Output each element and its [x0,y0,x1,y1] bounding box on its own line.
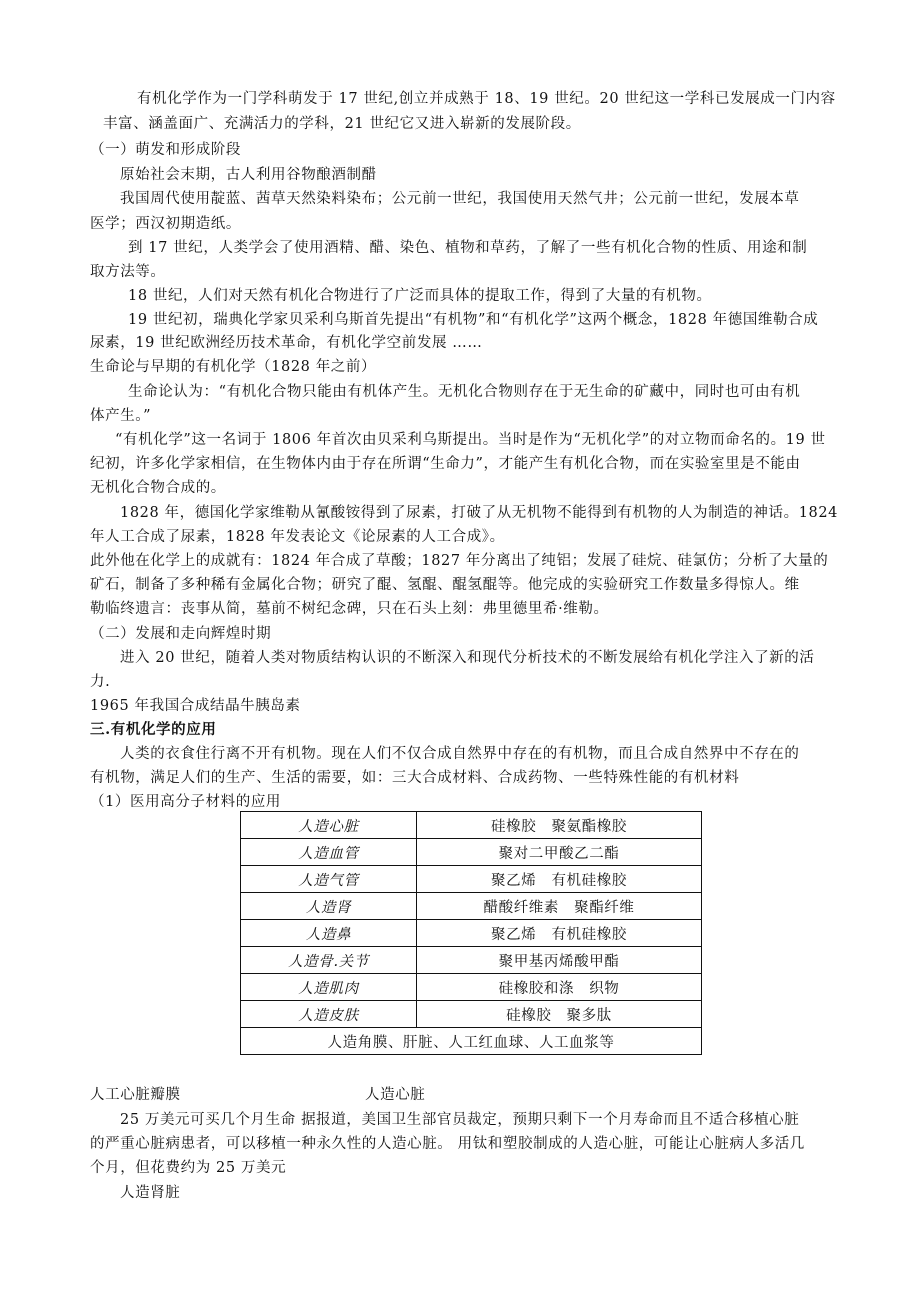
intro-line-2: 丰富、涵盖面广、充满活力的学科，21 世纪它又进入崭新的发展阶段。 [103,116,581,132]
paragraph-line: 原始社会末期，古人利用谷物酿酒制醋 [120,167,377,183]
paragraph-line: 个月，但花费约为 25 万美元 [90,1160,287,1176]
organ-cell: 人造骨.关节 [241,947,417,974]
organ-cell: 人造鼻 [241,920,417,947]
paragraph-line: 18 世纪，人们对天然有机化合物进行了广泛而具体的提取工作，得到了大量的有机物。 [128,288,712,304]
paragraph-line: 1828 年，德国化学家维勒从氰酸铵得到了尿素，打破了从无机物不能得到有机物的人为制造的神话。1824 [120,505,839,521]
material-cell: 醋酸纤维素 聚酯纤维 [417,893,702,920]
paragraph-line: 医学；西汉初期造纸。 [90,216,241,232]
section3-heading: 三.有机化学的应用 [90,721,217,738]
table-row [241,839,702,866]
material-cell: 硅橡胶和涤 织物 [417,974,702,1001]
table-row [241,866,702,893]
table-footer-cell: 人造角膜、肝脏、人工红血球、人工血浆等 [241,1028,702,1055]
organ-cell: 人造血管 [241,839,417,866]
caption-heart-valve: 人工心脏瓣膜 [90,1087,181,1103]
paragraph-line: 25 万美元可买几个月生命 据报道，美国卫生部官员裁定，预期只剩下一个月寿命而且不适合移植心脏 [120,1112,800,1128]
paragraph-line: “有机化学”这一名词于 1806 年首次由贝采利乌斯提出。当时是作为“无机化学”的对立物而命名的。19 世 [115,432,826,448]
intro-line-1: 有机化学作为一门学科萌发于 17 世纪,创立并成熟于 18、19 世纪。20 世纪这一学科已发展成一门内容 [137,91,836,107]
section1-heading: （一）萌发和形成阶段 [90,142,241,158]
paragraph-line: 到 17 世纪，人类学会了使用酒精、醋、染色、植物和草药，了解了一些有机化合物的性质、用途和制 [128,240,808,256]
paragraph-line: 我国周代使用靛蓝、茜草天然染料染布；公元前一世纪，我国使用天然气井；公元前一世纪，发展本草 [120,191,800,207]
paragraph-line: 此外他在化学上的成就有：1824 年合成了草酸；1827 年分离出了纯铝；发展了硅烷、硅氯仿；分析了大量的 [90,553,829,569]
organ-cell: 人造心脏 [241,812,417,839]
organ-cell: 人造肾 [241,893,417,920]
table-row [241,893,702,920]
paragraph-line: 生命论认为：“有机化合物只能由有机体产生。无机化合物则存在于无生命的矿藏中，同时也可由有机 [128,384,801,400]
paragraph-line: 纪初，许多化学家相信，在生物体内由于存在所谓“生命力”，才能产生有机化合物，而在实验室里是不能由 [90,456,801,472]
paragraph-line: 1965 年我国合成结晶牛胰岛素 [90,698,301,714]
paragraph-line: 取方法等。 [90,264,166,280]
table-footer-row [241,1028,702,1055]
material-cell: 聚甲基丙烯酸甲酯 [417,947,702,974]
material-cell: 聚乙烯 有机硅橡胶 [417,920,702,947]
paragraph-line: 进入 20 世纪，随着人类对物质结构认识的不断深入和现代分析技术的不断发展给有机化学注入了新的活 [120,650,815,666]
paragraph-line: 人类的衣食住行离不开有机物。现在人们不仅合成自然界中存在的有机物，而且合成自然界中不存在的 [120,746,800,762]
table-row [241,974,702,1001]
paragraph-line: 体产生。” [90,408,152,424]
material-cell: 硅橡胶 聚氨酯橡胶 [417,812,702,839]
paragraph-line: 力. [90,674,111,690]
table-row [241,812,702,839]
material-cell: 硅橡胶 聚多肽 [417,1001,702,1028]
paragraph-line: 年人工合成了尿素，1828 年发表论文《论尿素的人工合成》。 [90,529,505,545]
paragraph-line: 无机化合物合成的。 [90,480,226,496]
table-row [241,920,702,947]
caption-artificial-heart: 人造心脏 [365,1087,426,1103]
vitalism-heading: 生命论与早期的有机化学（1828 年之前） [90,359,377,375]
paragraph-line: 勒临终遗言：丧事从简，墓前不树纪念碑，只在石头上刻：弗里德里希·维勒。 [90,601,609,617]
organ-cell: 人造气管 [241,866,417,893]
paragraph-line: 尿素，19 世纪欧洲经历技术革命，有机化学空前发展 …… [90,335,483,351]
table-row [241,1001,702,1028]
organ-cell: 人造肌肉 [241,974,417,1001]
paragraph-line: 19 世纪初，瑞典化学家贝采利乌斯首先提出“有机物”和“有机化学”这两个概念，1828 年德国维勒合成 [128,312,819,328]
paragraph-line: 的严重心脏病患者，可以移植一种永久性的人造心脏。 用钛和塑胶制成的人造心脏，可能让心脏病人多活几 [90,1136,805,1152]
material-cell: 聚对二甲酸乙二酯 [417,839,702,866]
artificial-kidney-label: 人造肾脏 [120,1185,181,1201]
paragraph-line: 矿石，制备了多种稀有金属化合物；研究了醌、氢醌、醌氢醌等。他完成的实验研究工作数量多得惊人。维 [90,577,800,593]
section2-heading: （二）发展和走向辉煌时期 [90,626,272,642]
paragraph-line: 有机物，满足人们的生产、生活的需要，如：三大合成材料、合成药物、一些特殊性能的有机材料 [90,770,740,786]
medical-polymer-table [240,811,702,1055]
organ-cell: 人造皮肤 [241,1001,417,1028]
material-cell: 聚乙烯 有机硅橡胶 [417,866,702,893]
paragraph-line: （1）医用高分子材料的应用 [90,794,282,810]
table-row [241,947,702,974]
